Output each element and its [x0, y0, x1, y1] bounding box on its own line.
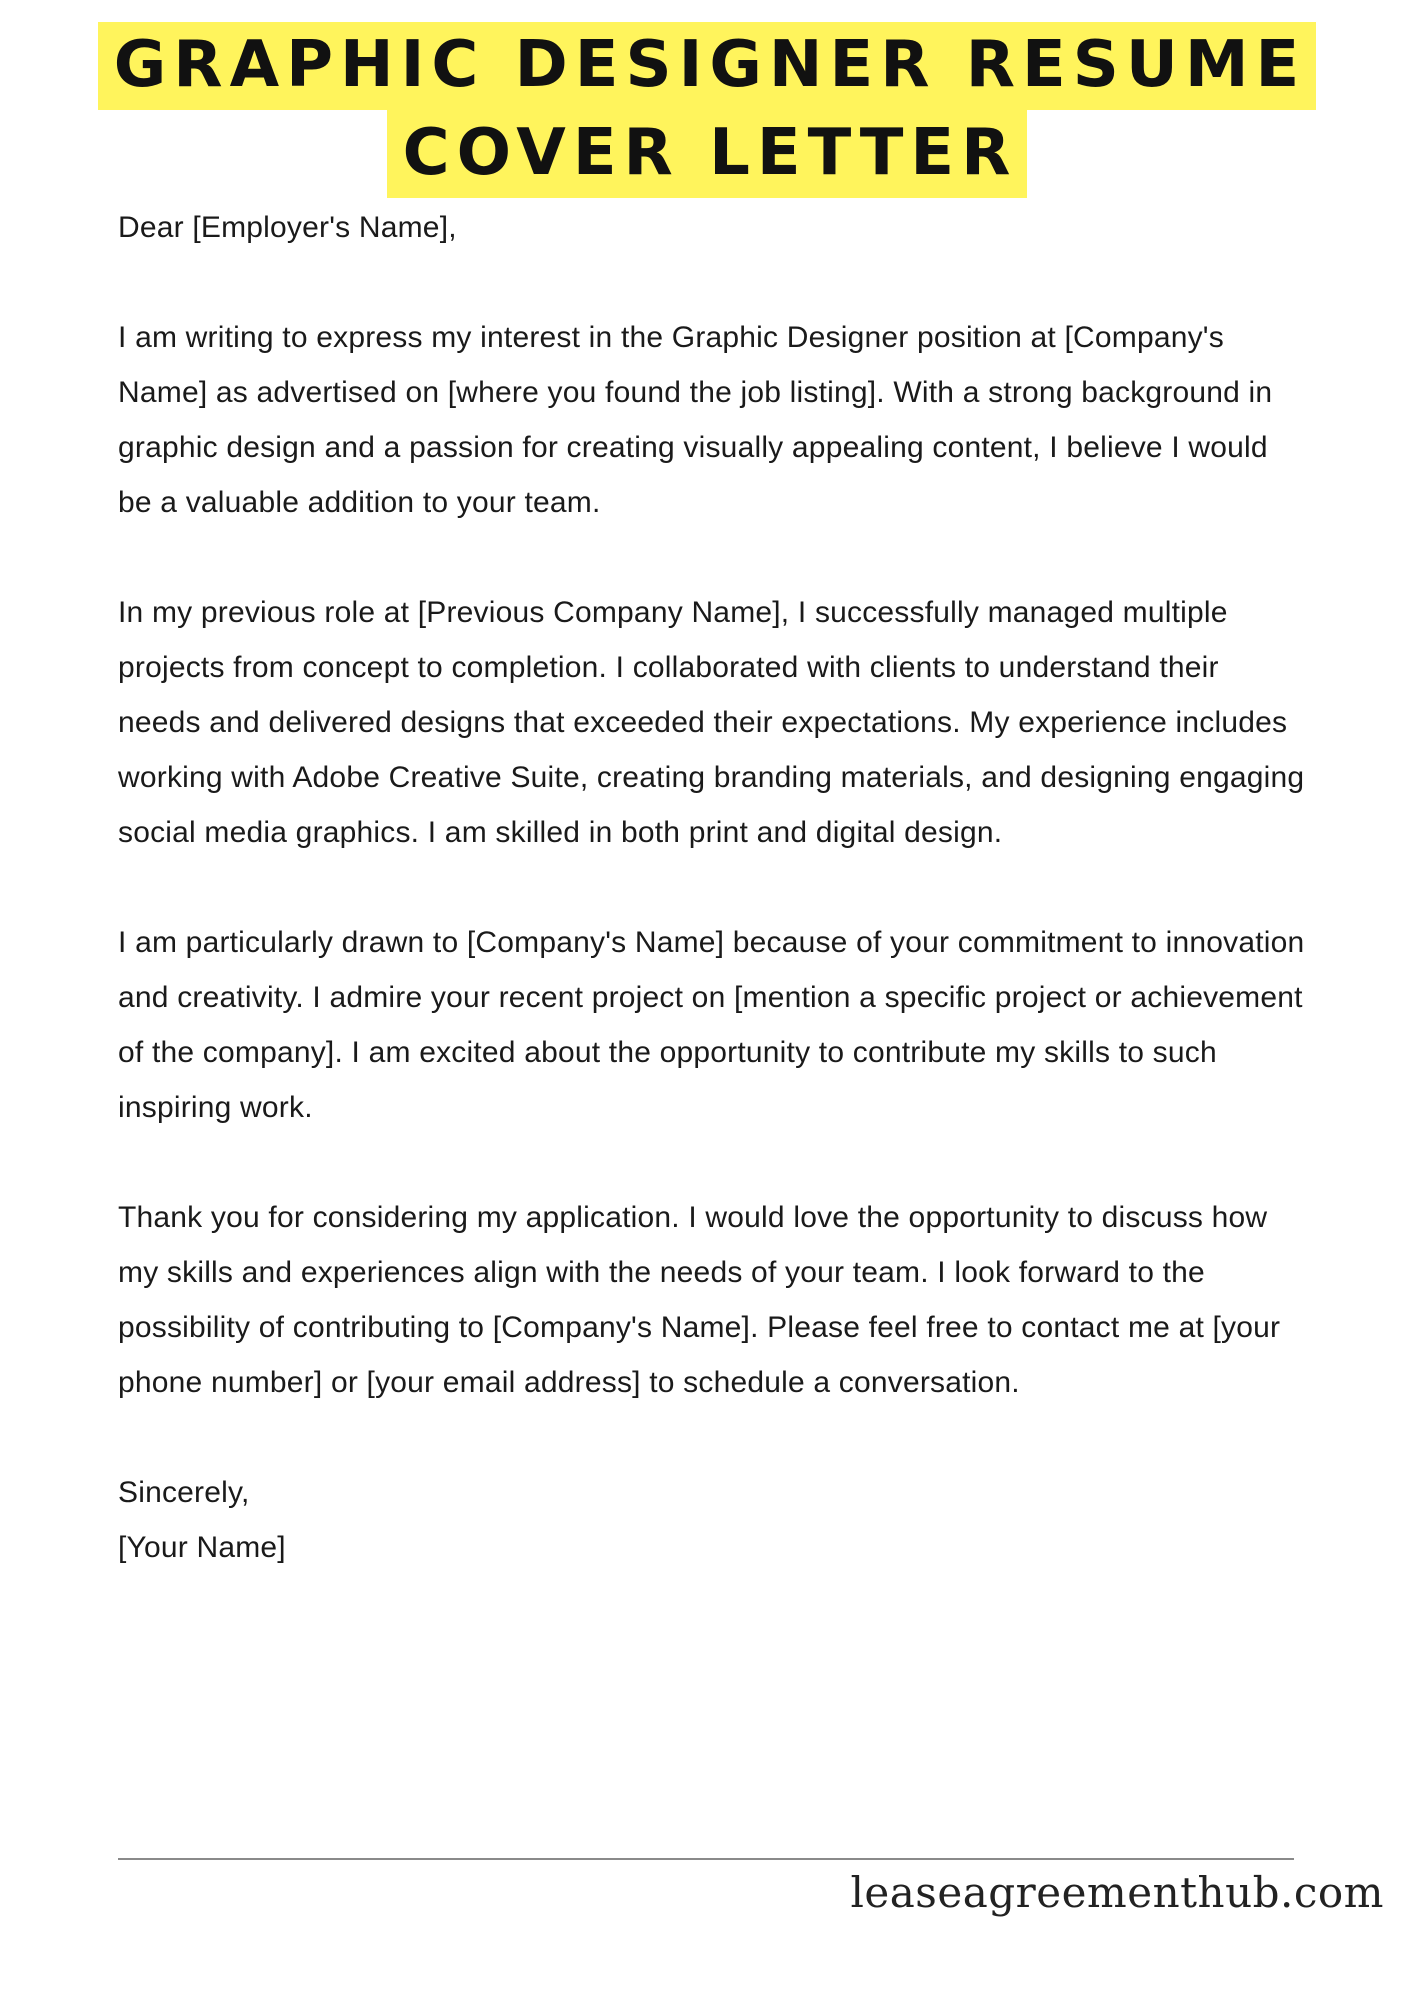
paragraph-intro: I am writing to express my interest in the Graphic Designer position at [Company's Name] as advertised on [where you found the job listing]. With a strong background in graphic design and a passion for creating visually appealing content, I believe I would be a valuable addition to your team. [118, 321, 1273, 519]
footer-divider [118, 1858, 1294, 1860]
title-line-1: GRAPHIC DESIGNER RESUME [98, 22, 1316, 110]
title-line-2: COVER LETTER [387, 110, 1028, 198]
paragraph-experience: In my previous role at [Previous Company Name], I successfully managed multiple projects from concept to completion. I collaborated with clients to understand their needs and delivered designs that exceeded their expectations. My experience includes working with Adobe Creative Suite, creating branding materials, and designing engaging social media graphics. I am skilled in both print and digital design. [118, 596, 1305, 849]
paragraph-thanks: Thank you for considering my application. I would love the opportunity to discuss how my skills and experiences align with the needs of your team. I look forward to the possibility of contributing to [Company's Name]. Please feel free to contact me at [your phone number] or [your email address] to schedule a conversation. [118, 1201, 1281, 1399]
brand-footer: leaseagreementhub.com [850, 1868, 1384, 1917]
closing: Sincerely, [118, 1476, 250, 1509]
paragraph-company-interest: I am particularly drawn to [Company's Name] because of your commitment to innovation and creativity. I admire your recent project on [mention a specific project or achievement of the company]. I am excited about the opportunity to contribute my skills to such inspiring work. [118, 926, 1305, 1124]
letter-body [118, 200, 1308, 1575]
salutation: Dear [Employer's Name], [118, 211, 457, 244]
signature: [Your Name] [118, 1531, 286, 1564]
document-title [0, 22, 1414, 198]
